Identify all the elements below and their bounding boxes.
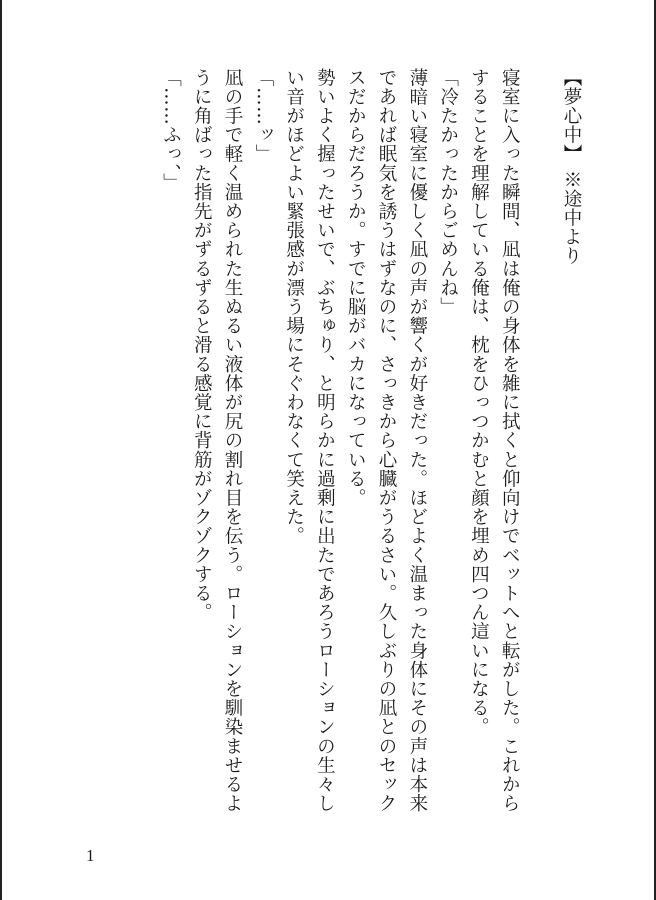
dialogue-line: 「……ッ」 — [252, 68, 274, 164]
dialogue-line: 「冷たかったからごめんね」 — [437, 68, 459, 317]
page-number: 1 — [86, 846, 95, 865]
paragraph: 凪の手で軽く温められた生ぬるい液体が尻の割れ目を伝う。ローションを馴染ませるように角ばった指先がずるずると滑る感覚に背筋がゾクゾクする。 — [191, 68, 244, 813]
section-heading: 【夢心中】 ※途中より — [561, 68, 582, 266]
paragraph: 寝室に入った瞬間、凪は俺の身体を雑に拭くと仰向けでベットへと転がした。これからすることを理解している俺は、枕をひっつかむと顔を埋め四つん這いになる。 — [468, 68, 521, 813]
paragraph: 薄暗い寝室に優しく凪の声が響くが好きだった。ほどよく温まった身体にその声は本来であれば眠気を誘うはずなのに、さっきから心臓がうるさい。久しぶりの凪とのセックスだからだろうか。すでに脳がバカになっている。 — [345, 68, 428, 813]
vertical-text-body — [155, 68, 586, 828]
paragraph: 勢いよく握ったせいで、ぶちゅり、と明らかに過剰に出たであろうローションの生々しい音がほどよい緊張感が漂う場にそぐわなくて笑えた。 — [283, 68, 336, 813]
dialogue-line: 「……ふっ、」 — [160, 68, 182, 193]
page-edge-left — [0, 0, 2, 900]
